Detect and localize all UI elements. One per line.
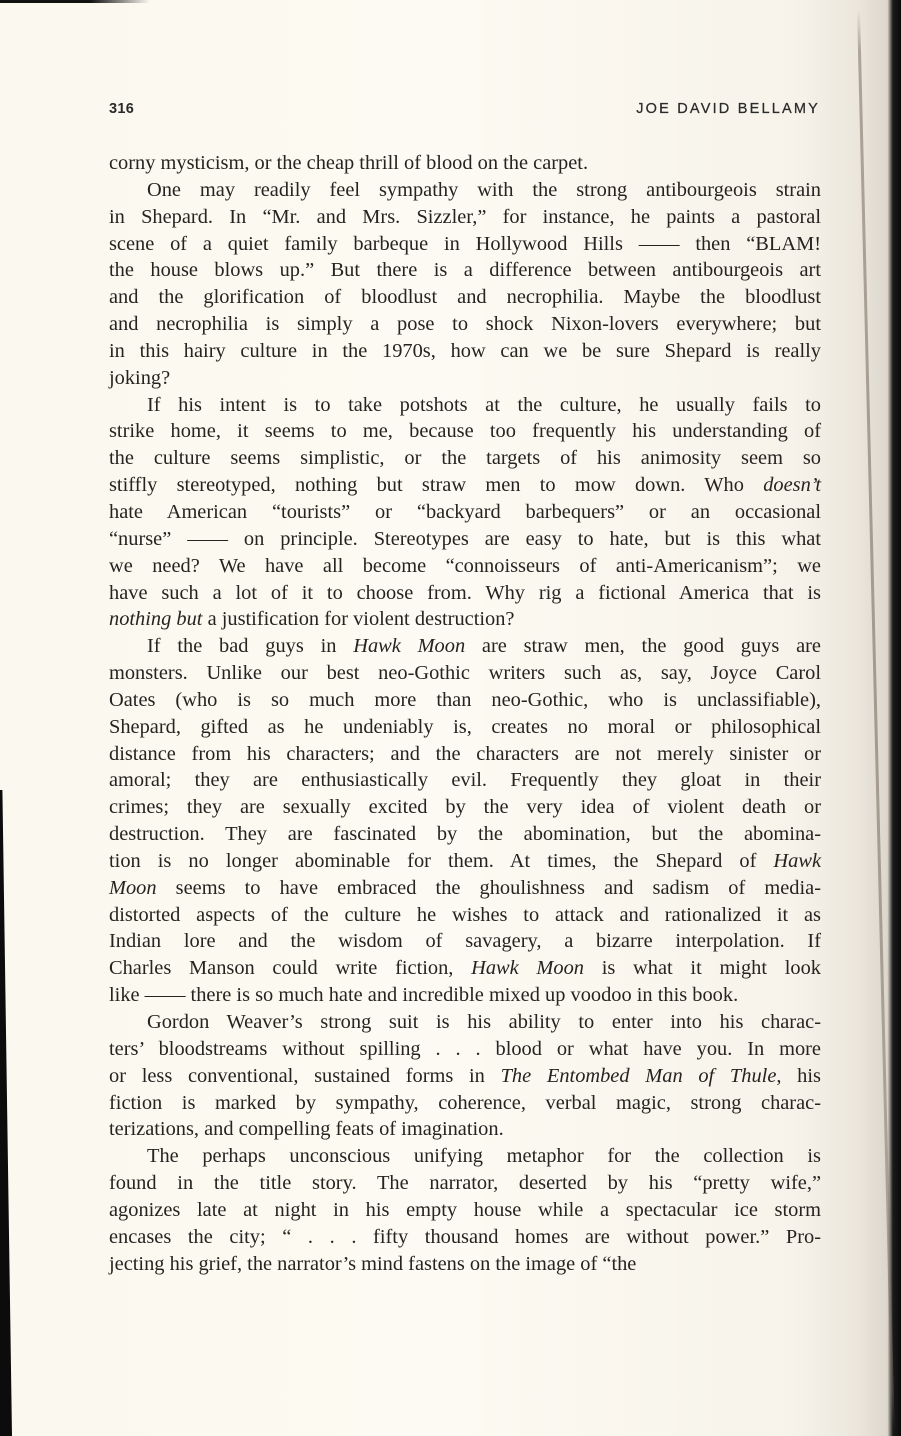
text-line <box>109 848 821 875</box>
text-span: One may readily feel sympathy with the strong antibourgeois strain <box>147 178 821 201</box>
text-line <box>109 150 821 177</box>
text-line <box>109 365 821 392</box>
text-span: seems to have embraced the ghoulishness and sadism of media- <box>156 876 821 899</box>
text-span: a justification for violent destruction? <box>202 608 515 631</box>
text-span: Oates (who is so much more than neo-Gothic, who is unclassifiable), <box>109 688 821 711</box>
text-span: the house blows up.” But there is a difference between antibourgeois art <box>109 259 821 282</box>
text-span: Gordon Weaver’s strong suit is his ability to enter into his charac- <box>147 1011 821 1033</box>
text-span: in Shepard. In “Mr. and Mrs. Sizzler,” for instance, he paints a pastoral <box>109 205 821 228</box>
text-span: “nurse” —— on principle. Stereotypes are easy to hate, but is this what <box>109 527 821 550</box>
text-line <box>109 741 821 768</box>
text-span: If the bad guys in <box>147 635 354 658</box>
body-text <box>109 150 821 1277</box>
paragraph <box>109 633 821 1009</box>
text-span: and necrophilia is simply a pose to shock Nixon-lovers everywhere; but <box>109 313 821 336</box>
text-span: like —— there is so much hate and incredible mixed up voodoo in this book. <box>109 984 739 1007</box>
text-line <box>109 177 821 204</box>
text-span: Indian lore and the wisdom of savagery, a bizarre interpolation. If <box>109 930 821 953</box>
text-line <box>109 794 821 821</box>
text-line <box>109 767 821 794</box>
paragraph <box>109 392 821 634</box>
text-line <box>109 1197 821 1224</box>
paragraph <box>109 1143 821 1277</box>
text-line <box>109 526 821 553</box>
text-line <box>109 418 821 445</box>
text-line <box>109 606 821 633</box>
text-span: distorted aspects of the culture he wishes to attack and rationalized it as <box>109 903 821 926</box>
text-line <box>109 338 821 365</box>
text-span: or less conventional, sustained forms in <box>109 1064 501 1087</box>
text-span: The perhaps unconscious unifying metaphor for the collection is <box>147 1145 821 1168</box>
text-line <box>109 1036 821 1063</box>
running-title: JOE DAVID BELLAMY <box>636 101 820 117</box>
text-line <box>109 392 821 419</box>
text-span: joking? <box>109 366 171 389</box>
italic-title-span: doesn’t <box>763 474 821 497</box>
page-number: 316 <box>109 101 135 117</box>
text-span: If his intent is to take potshots at the culture, he usually fails to <box>147 393 821 416</box>
text-span: Shepard, gifted as he undeniably is, creates no moral or philosophical <box>109 715 821 738</box>
text-span: fiction is marked by sympathy, coherence, verbal magic, strong charac- <box>109 1091 821 1114</box>
text-span: agonizes late at night in his empty house while a spectacular ice storm <box>109 1198 821 1221</box>
text-line <box>109 955 821 982</box>
text-span: monsters. Unlike our best neo-Gothic writers such as, say, Joyce Carol <box>109 662 821 685</box>
text-span: the culture seems simplistic, or the targets of his animosity seem so <box>109 447 821 470</box>
text-line <box>109 553 821 580</box>
text-line <box>109 1009 821 1036</box>
text-span: hate American “tourists” or “backyard barbequers” or an occasional <box>109 500 821 523</box>
text-line <box>109 1224 821 1251</box>
text-line <box>109 204 821 231</box>
text-span: is what it might look <box>584 957 822 980</box>
text-span: encases the city; “ . . . fifty thousand homes are without power.” Pro- <box>109 1225 821 1248</box>
text-span: stiffly stereotyped, nothing but straw men to mow down. Who <box>109 474 764 497</box>
text-line <box>109 875 821 902</box>
text-line <box>109 445 821 472</box>
italic-title-span: The Entombed Man of Thule <box>500 1064 777 1087</box>
text-span: corny mysticism, or the cheap thrill of blood on the carpet. <box>109 152 589 174</box>
text-line <box>109 660 821 687</box>
text-line <box>109 1251 821 1278</box>
text-line <box>109 1090 821 1117</box>
running-head <box>109 101 820 121</box>
text-line <box>109 714 821 741</box>
text-span: destruction. They are fascinated by the abomination, but the abomina- <box>109 823 821 846</box>
text-span: found in the title story. The narrator, deserted by his “pretty wife,” <box>109 1172 821 1195</box>
text-line <box>109 284 821 311</box>
italic-title-span: Hawk Moon <box>471 957 584 980</box>
text-span: distance from his characters; and the characters are not merely sinister or <box>109 742 821 765</box>
text-line <box>109 311 821 338</box>
paragraph <box>109 1009 821 1143</box>
text-span: crimes; they are sexually excited by the very idea of violent death or <box>109 796 821 819</box>
text-span: ters’ bloodstreams without spilling . . . blood or what have you. In more <box>109 1037 821 1060</box>
page-gutter-edge <box>857 10 895 1430</box>
text-span: tion is no longer abominable for them. At times, the Shepard of <box>109 849 774 872</box>
italic-title-span: Hawk <box>773 849 821 872</box>
text-line <box>109 982 821 1009</box>
text-span: scene of a quiet family barbeque in Hollywood Hills —— then “BLAM! <box>109 232 821 255</box>
text-span: in this hairy culture in the 1970s, how can we be sure Shepard is really <box>109 339 821 362</box>
text-span: we need? We have all become “connoisseurs of anti-Americanism”; we <box>109 554 821 577</box>
text-span: have such a lot of it to choose from. Why rig a fictional America that is <box>109 581 821 604</box>
paragraph <box>109 177 821 392</box>
text-line <box>109 1116 821 1143</box>
text-span: strike home, it seems to me, because too frequently his understanding of <box>109 420 821 443</box>
text-line <box>109 472 821 499</box>
text-line <box>109 257 821 284</box>
text-line <box>109 687 821 714</box>
text-line <box>109 580 821 607</box>
text-line <box>109 821 821 848</box>
italic-title-span: Moon <box>109 876 157 899</box>
italic-title-span: Hawk Moon <box>353 635 466 658</box>
italic-title-span: nothing but <box>109 608 203 631</box>
text-span: amoral; they are enthusiastically evil. Frequently they gloat in their <box>109 769 821 792</box>
text-span: jecting his grief, the narrator’s mind fastens on the image of “the <box>109 1252 637 1275</box>
text-span: Charles Manson could write fiction, <box>109 957 472 980</box>
text-line <box>109 1170 821 1197</box>
text-line <box>109 499 821 526</box>
scan-edge-shadow-top <box>0 0 150 3</box>
text-line <box>109 1143 821 1170</box>
text-span: and the glorification of bloodlust and necrophilia. Maybe the bloodlust <box>109 286 821 309</box>
text-line <box>109 231 821 258</box>
scan-edge-shadow-left <box>0 790 12 1436</box>
text-line <box>109 1063 821 1090</box>
paragraph <box>109 150 821 177</box>
text-line <box>109 902 821 929</box>
text-line <box>109 633 821 660</box>
text-line <box>109 928 821 955</box>
text-span: , his <box>776 1064 821 1087</box>
text-span: are straw men, the good guys are <box>465 635 821 658</box>
text-span: terizations, and compelling feats of imagination. <box>109 1118 504 1141</box>
